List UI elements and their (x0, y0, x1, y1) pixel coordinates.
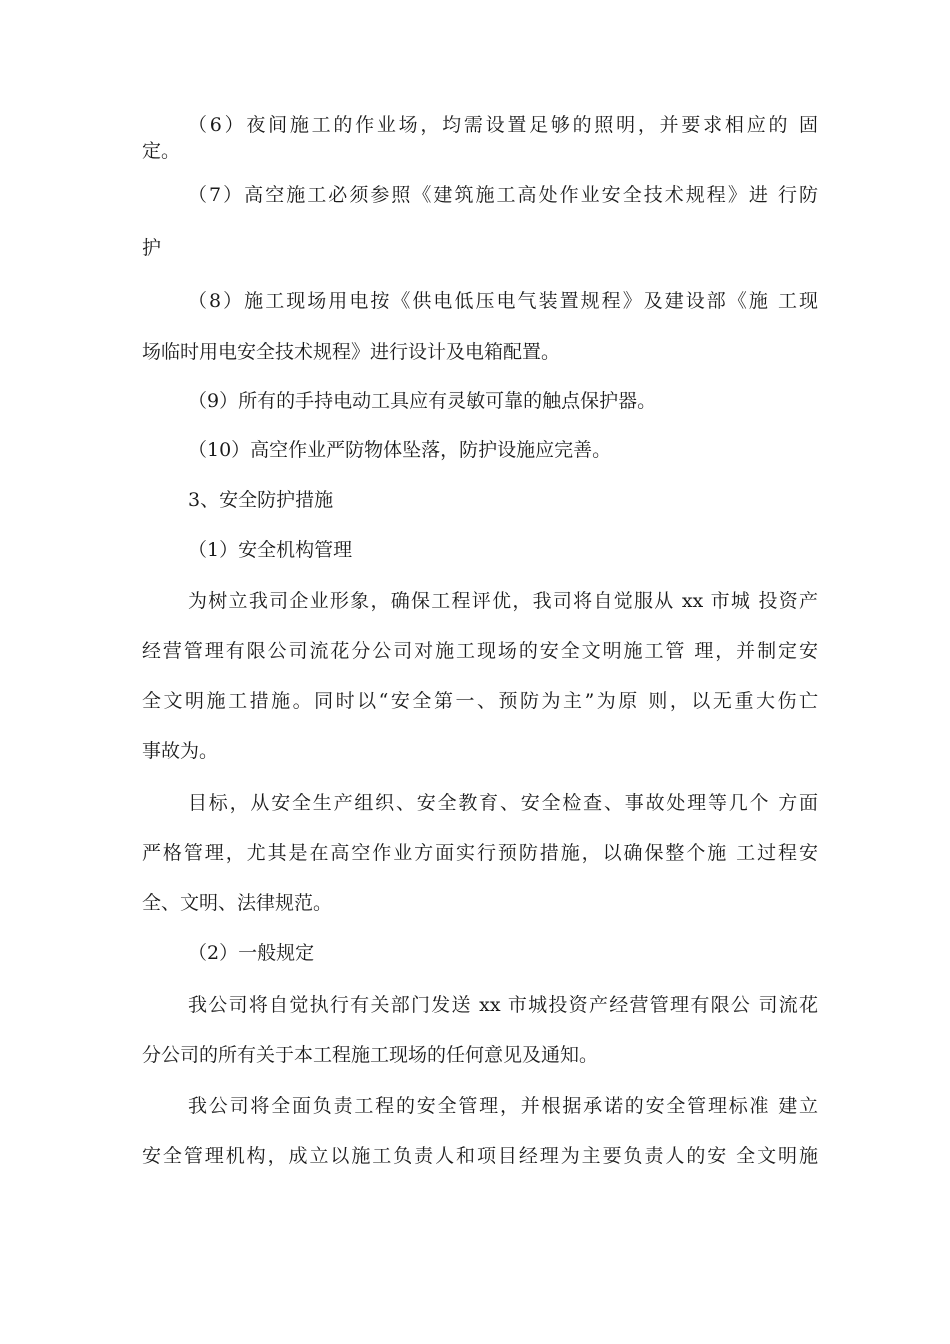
text-line-para2-3: 全、文明、法律规范。 (142, 892, 333, 914)
text-line-item9: （9）所有的手持电动工具应有灵敏可靠的触点保护器。 (188, 390, 657, 412)
text-line-item10: （10）高空作业严防物体坠落，防护设施应完善。 (188, 439, 612, 461)
text-line-item6-1: （6）夜间施工的作业场，均需设置足够的照明，并要求相应的 固 (188, 114, 818, 136)
section-heading-safety-measures: 3、安全防护措施 (188, 489, 334, 511)
text-line-para4-1: 我公司将全面负责工程的安全管理，并根据承诺的安全管理标准 建立 (188, 1095, 818, 1117)
text-line-para4-2: 安全管理机构，成立以施工负责人和项目经理为主要负责人的安 全文明施 (142, 1145, 818, 1167)
text-line-item6-2: 定。 (142, 140, 181, 162)
text-line-item7-1: （7）高空施工必须参照《建筑施工高处作业安全技术规程》进 行防 (188, 184, 818, 206)
subsection-heading-safety-org: （1）安全机构管理 (188, 539, 353, 561)
text-line-item7-2: 护 (142, 237, 162, 259)
text-line-para1-3: 全文明施工措施。同时以“安全第一、预防为主”为原 则，以无重大伤亡 (142, 690, 818, 712)
text-line-para2-2: 严格管理，尤其是在高空作业方面实行预防措施，以确保整个施 工过程安 (142, 842, 818, 864)
text-line-item8-1: （8）施工现场用电按《供电低压电气装置规程》及建设部《施 工现 (188, 290, 818, 312)
text-line-para1-4: 事故为。 (142, 740, 219, 762)
text-line-para2-1: 目标，从安全生产组织、安全教育、安全检查、事故处理等几个 方面 (188, 792, 818, 814)
text-line-para3-2: 分公司的所有关于本工程施工现场的任何意见及通知。 (142, 1044, 599, 1066)
text-line-para3-1: 我公司将自觉执行有关部门发送 xx 市城投资产经营管理有限公 司流花 (188, 994, 818, 1016)
text-line-para1-2: 经营管理有限公司流花分公司对施工现场的安全文明施工管 理，并制定安 (142, 640, 818, 662)
text-line-para1-1: 为树立我司企业形象，确保工程评优，我司将自觉服从 xx 市城 投资产 (188, 590, 818, 612)
subsection-heading-general-rules: （2）一般规定 (188, 942, 315, 964)
text-line-item8-2: 场临时用电安全技术规程》进行设计及电箱配置。 (142, 341, 561, 363)
